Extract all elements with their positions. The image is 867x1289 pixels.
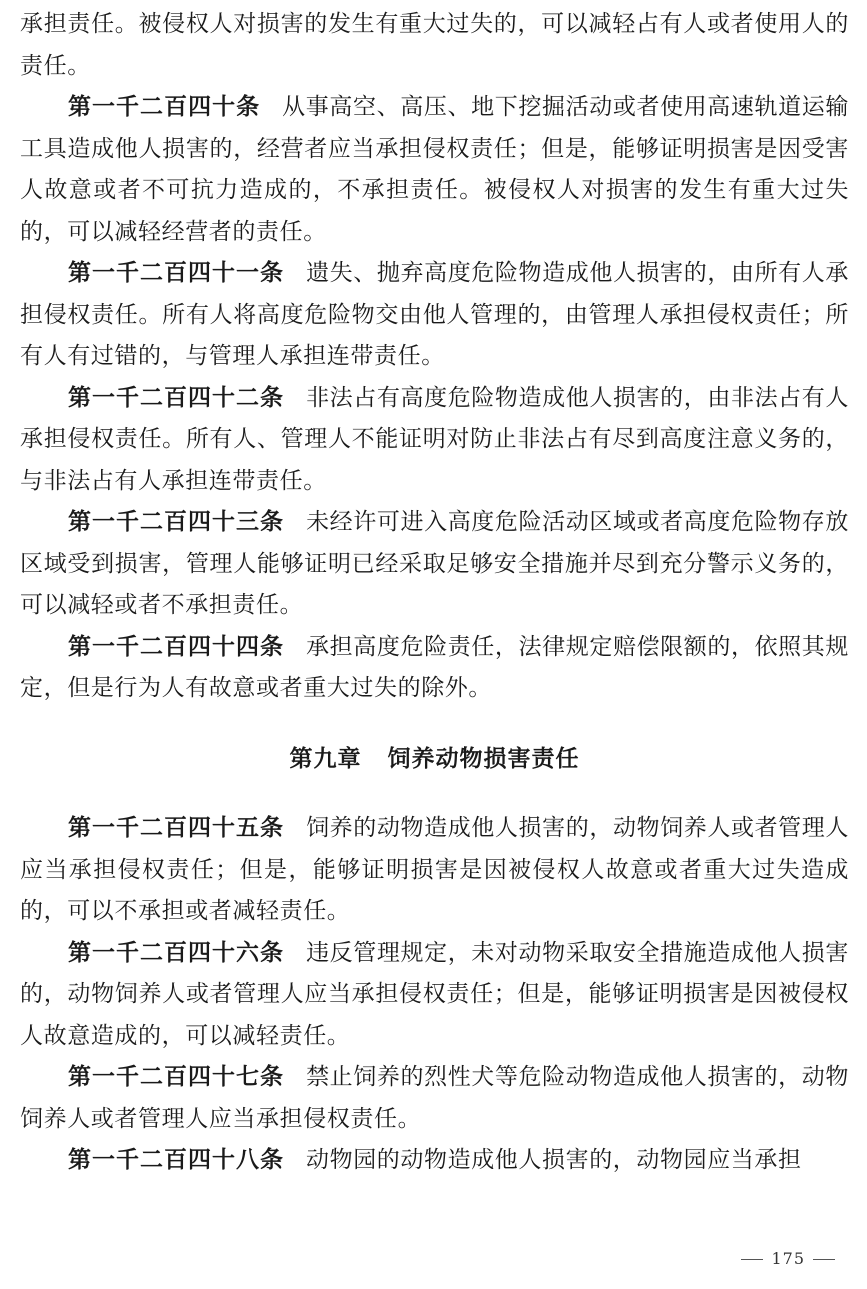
article-text: 遗失、抛弃高度危险物造成他人损害的，由所有人承担侵权责任。所有人将高度危险物交由他人管理的，由管理人承担侵权责任；所有人有过错的，与管理人承担连带责任。 [20, 260, 849, 369]
chapter-title: 饲养动物损害责任 [387, 745, 580, 772]
chapter-heading [20, 739, 849, 781]
article-1240 [20, 87, 849, 253]
article-text: 承担高度危险责任，法律规定赔偿限额的，依照其规定，但是行为人有故意或者重大过失的除外。 [20, 633, 849, 701]
continuation-paragraph: 承担责任。被侵权人对损害的发生有重大过失的，可以减轻占有人或者使用人的责任。 [20, 11, 849, 79]
article-1244 [20, 627, 849, 710]
article-1247 [20, 1057, 849, 1140]
page-number [733, 1249, 843, 1268]
article-1241 [20, 253, 849, 378]
page-number-value: 175 [771, 1249, 805, 1268]
article-1248 [20, 1140, 849, 1182]
article-number: 第一千二百四十七条 [68, 1064, 285, 1090]
article-text: 禁止饲养的烈性犬等危险动物造成他人损害的，动物饲养人或者管理人应当承担侵权责任。 [20, 1064, 849, 1132]
article-text: 从事高空、高压、地下挖掘活动或者使用高速轨道运输工具造成他人损害的，经营者应当承担侵权责任；但是，能够证明损害是因受害人故意或者不可抗力造成的，不承担责任。被侵权人对损害的发生有重大过失的，可以减轻经营者的责任。 [20, 94, 849, 245]
document-page [20, 4, 849, 1182]
article-text: 未经许可进入高度危险活动区域或者高度危险物存放区域受到损害，管理人能够证明已经采取足够安全措施并尽到充分警示义务的，可以减轻或者不承担责任。 [20, 509, 849, 618]
article-number: 第一千二百四十四条 [68, 633, 285, 660]
article-text: 违反管理规定，未对动物采取安全措施造成他人损害的，动物饲养人或者管理人应当承担侵权责任；但是，能够证明损害是因被侵权人故意造成的，可以减轻责任。 [20, 939, 849, 1049]
article-text: 非法占有高度危险物造成他人损害的，由非法占有人承担侵权责任。所有人、管理人不能证明对防止非法占有尽到高度注意义务的，与非法占有人承担连带责任。 [20, 384, 849, 494]
article-1243 [20, 502, 849, 627]
article-number: 第一千二百四十八条 [68, 1147, 284, 1173]
article-1245 [20, 808, 849, 933]
chapter-number: 第九章 [289, 745, 362, 772]
article-text: 动物园的动物造成他人损害的，动物园应当承担 [306, 1147, 802, 1173]
article-1246 [20, 933, 849, 1058]
article-number: 第一千二百四十条 [68, 94, 261, 120]
article-number: 第一千二百四十二条 [68, 384, 285, 411]
article-number: 第一千二百四十三条 [68, 509, 285, 535]
article-number: 第一千二百四十一条 [68, 260, 285, 286]
article-1242 [20, 378, 849, 503]
dash-left [741, 1259, 763, 1260]
article-number: 第一千二百四十六条 [68, 939, 285, 966]
article-number: 第一千二百四十五条 [68, 815, 285, 841]
article-text: 饲养的动物造成他人损害的，动物饲养人或者管理人应当承担侵权责任；但是，能够证明损害是因被侵权人故意或者重大过失造成的，可以不承担或者减轻责任。 [20, 815, 849, 924]
dash-right [813, 1259, 835, 1260]
